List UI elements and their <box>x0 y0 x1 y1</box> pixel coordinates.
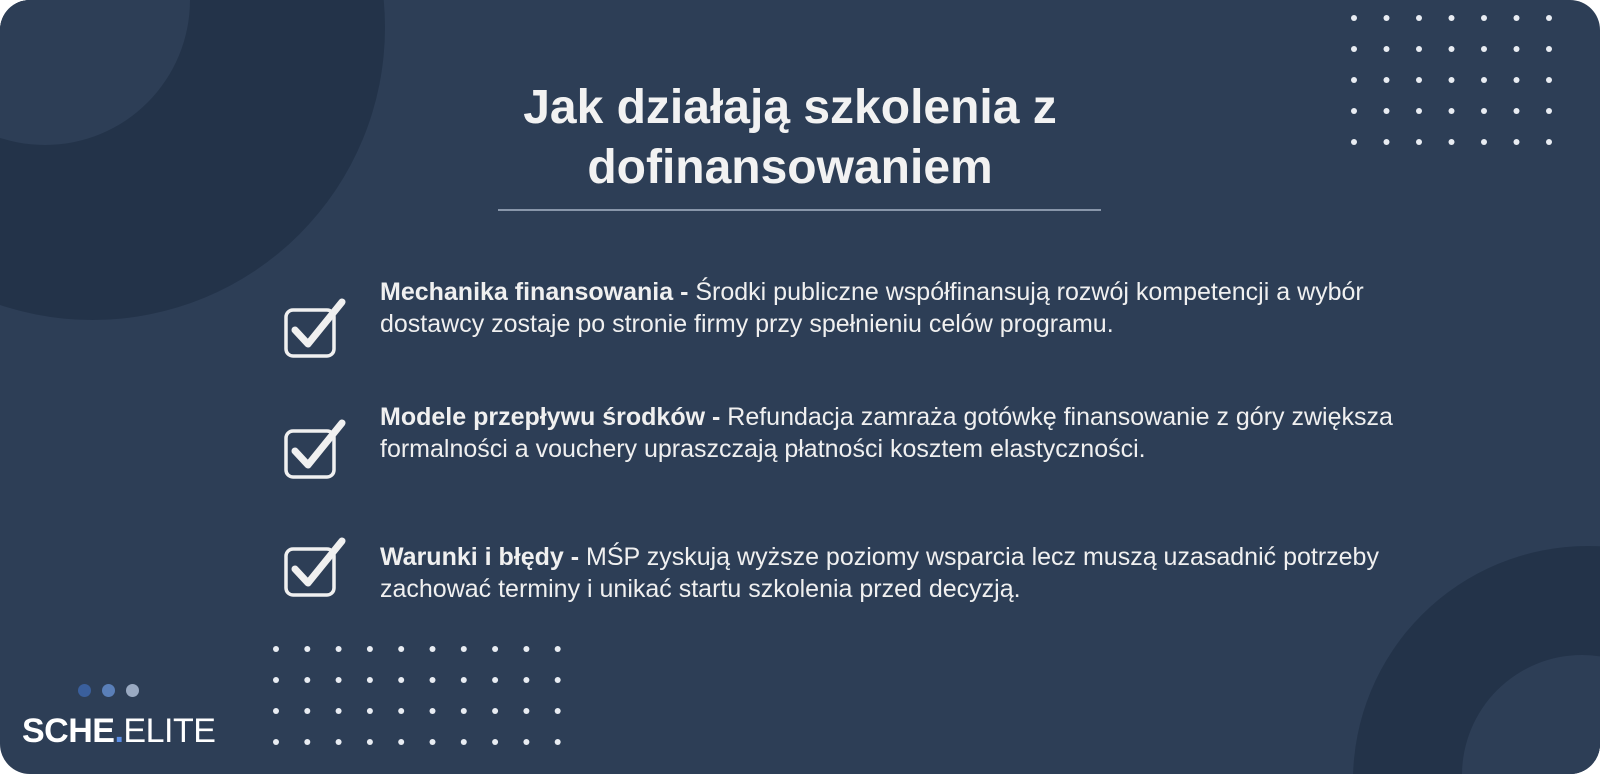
logo-separator: . <box>114 712 124 750</box>
decorative-dot <box>1449 46 1455 52</box>
list-item-text <box>380 541 1400 605</box>
decorative-dot <box>1351 139 1357 145</box>
decorative-dot <box>304 677 310 683</box>
decorative-dot <box>336 677 342 683</box>
decorative-dot <box>492 708 498 714</box>
list-item-body: MŚP zyskują wyższe poziomy wsparcia lecz muszą uzasadnić potrzeby zachować terminy i unikać startu szkolenia przed decyzją. <box>380 543 1379 603</box>
decorative-dot <box>1384 139 1390 145</box>
decorative-dot <box>398 677 404 683</box>
decorative-dot <box>461 677 467 683</box>
decorative-dot <box>367 708 373 714</box>
decorative-dot <box>523 677 529 683</box>
decorative-dot <box>461 646 467 652</box>
decorative-dot <box>304 646 310 652</box>
checkbox-checked-icon <box>284 419 346 481</box>
decorative-dot <box>398 708 404 714</box>
list-item-body: Środki publiczne współfinansują rozwój kompetencji a wybór dostawcy zostaje po stronie firmy przy spełnieniu celów programu. <box>380 278 1364 338</box>
decorative-dot <box>1546 46 1552 52</box>
title-divider <box>498 209 1101 211</box>
logo-dot <box>126 684 139 697</box>
decorative-dot <box>461 708 467 714</box>
decorative-dot <box>1546 139 1552 145</box>
list-item-heading: Mechanika finansowania - <box>380 278 689 306</box>
checkbox-checked-icon <box>284 537 346 599</box>
decorative-dot <box>1481 108 1487 114</box>
decorative-dot <box>1416 46 1422 52</box>
decorative-dot <box>336 708 342 714</box>
decorative-dot <box>1351 77 1357 83</box>
checkbox-checked-icon <box>284 298 346 360</box>
decorative-dot <box>1514 108 1520 114</box>
decorative-dot <box>555 739 561 745</box>
list-item <box>284 401 1404 501</box>
list-item-heading: Warunki i błędy - <box>380 543 580 571</box>
decorative-dot <box>367 739 373 745</box>
decorative-dot <box>1481 46 1487 52</box>
decorative-dot <box>1416 139 1422 145</box>
list-item <box>284 276 1404 376</box>
logo-dot <box>102 684 115 697</box>
list-item-body: Refundacja zamraża gotówkę finansowanie z góry zwiększa formalności a vouchery upraszczają płatności kosztem elastyczności. <box>380 403 1393 463</box>
decorative-dot <box>1481 139 1487 145</box>
decorative-dot <box>1449 77 1455 83</box>
decorative-dot <box>523 646 529 652</box>
dot-grid-bottom-left <box>272 645 582 755</box>
decorative-dot <box>1546 77 1552 83</box>
decorative-dot <box>1351 15 1357 21</box>
decorative-dot <box>1384 77 1390 83</box>
decorative-dot <box>367 646 373 652</box>
logo-part-sche: SCHE <box>22 712 115 750</box>
list-item-text <box>380 401 1400 465</box>
brand-logo <box>22 711 215 751</box>
decorative-dot <box>430 646 436 652</box>
decorative-dot <box>555 646 561 652</box>
decorative-dot <box>555 708 561 714</box>
list-item <box>284 541 1404 611</box>
page-title: Jak działają szkolenia z dofinansowaniem <box>523 81 1057 194</box>
decorative-dot <box>273 708 279 714</box>
decorative-dot <box>1384 108 1390 114</box>
decorative-dot <box>430 739 436 745</box>
decorative-dot <box>1416 77 1422 83</box>
decorative-dot <box>273 677 279 683</box>
decorative-dot <box>1384 15 1390 21</box>
decorative-dot <box>1449 108 1455 114</box>
decorative-dot <box>1416 15 1422 21</box>
decorative-dot <box>1449 15 1455 21</box>
decorative-dot <box>1514 15 1520 21</box>
logo-dot <box>78 684 91 697</box>
decorative-dot <box>1384 46 1390 52</box>
decorative-dot <box>1514 139 1520 145</box>
decorative-dot <box>398 646 404 652</box>
decorative-dot <box>336 739 342 745</box>
decorative-dot <box>430 708 436 714</box>
decorative-dot <box>1449 139 1455 145</box>
logo-part-elite: ELITE <box>123 712 216 750</box>
decorative-dot <box>1546 108 1552 114</box>
decorative-dot <box>1514 77 1520 83</box>
list-item-heading: Modele przepływu środków - <box>380 403 721 431</box>
decorative-dot <box>398 739 404 745</box>
decorative-dot <box>273 646 279 652</box>
decorative-dot <box>461 739 467 745</box>
decorative-dot <box>492 677 498 683</box>
decorative-dot <box>1514 46 1520 52</box>
decorative-dot <box>523 708 529 714</box>
decorative-dot <box>523 739 529 745</box>
decorative-dot <box>430 677 436 683</box>
decorative-dot <box>336 646 342 652</box>
decorative-dot <box>1481 77 1487 83</box>
decorative-dot <box>1416 108 1422 114</box>
decorative-dot <box>555 677 561 683</box>
decorative-dot <box>492 739 498 745</box>
list-item-text <box>380 276 1400 340</box>
decorative-dot <box>304 708 310 714</box>
decorative-dot <box>492 646 498 652</box>
dot-grid-top-right <box>1350 14 1600 154</box>
decorative-dot <box>1351 108 1357 114</box>
decorative-dot <box>1351 46 1357 52</box>
decorative-dot <box>273 739 279 745</box>
decorative-dot <box>1546 15 1552 21</box>
decorative-dot <box>1481 15 1487 21</box>
decorative-dot <box>304 739 310 745</box>
decorative-dot <box>367 677 373 683</box>
